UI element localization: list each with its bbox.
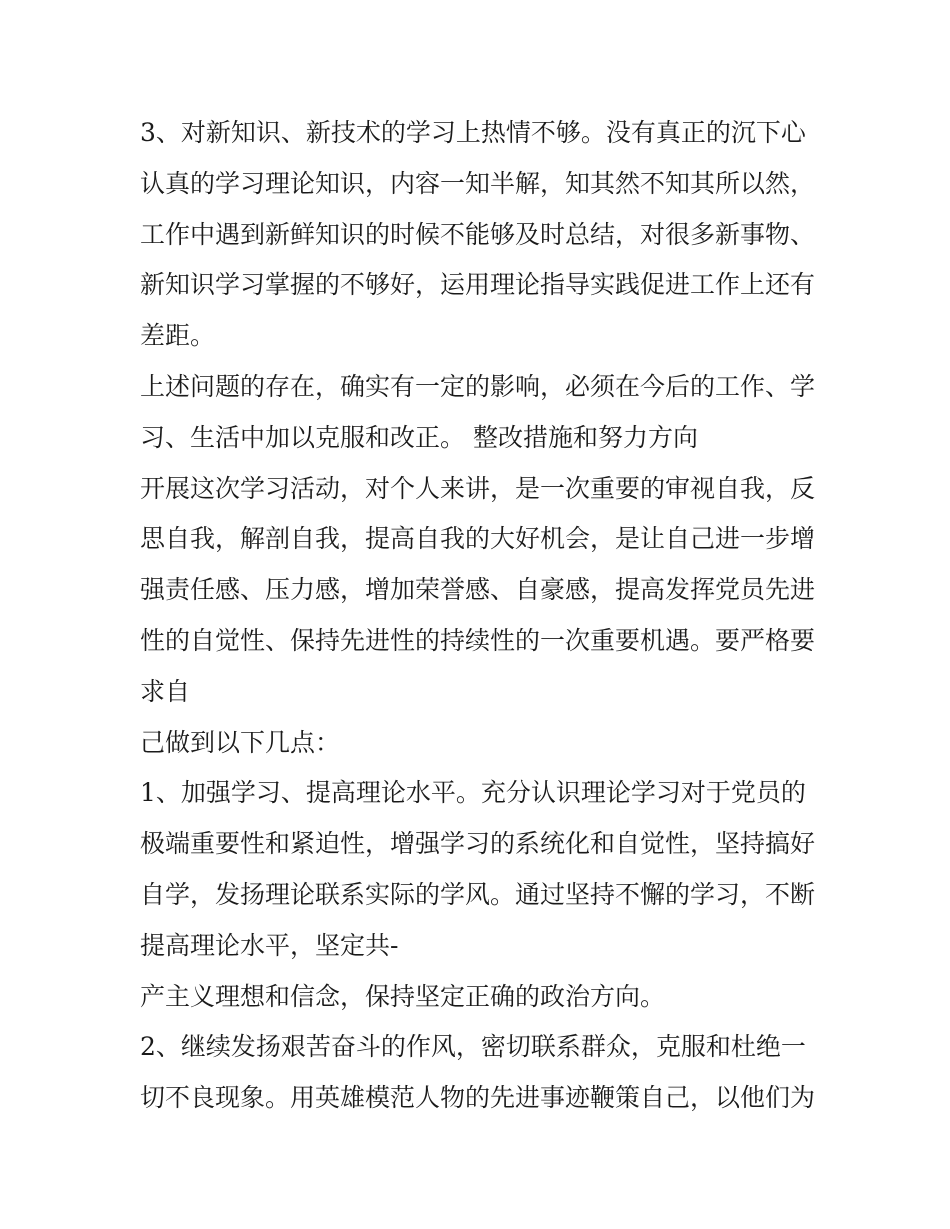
text-line-12: 求自 xyxy=(140,676,191,706)
text-line-11: 性的自觉性、保持先进性的持续性的一次重要机遇。要严格要 xyxy=(140,625,816,655)
text-line-10: 强责任感、压力感，增加荣誉感、自豪感，提高发挥党员先进 xyxy=(140,575,816,605)
text-line-6: 上述问题的存在，确实有一定的影响，必须在今后的工作、学 xyxy=(140,371,816,401)
document-body xyxy=(140,108,840,1124)
text-line-9: 思自我，解剖自我，提高自我的大好机会，是让自己进一步增 xyxy=(140,524,816,554)
text-line-18: 产主义理想和信念，保持坚定正确的政治方向。 xyxy=(140,981,666,1011)
text-line-2: 认真的学习理论知识，内容一知半解，知其然不知其所以然， xyxy=(140,168,816,198)
text-line-15: 极端重要性和紧迫性，增强学习的系统化和自觉性，坚持搞好 xyxy=(140,829,816,859)
text-line-13: 己做到以下几点： xyxy=(140,727,341,757)
text-line-20: 切不良现象。用英雄模范人物的先进事迹鞭策自己，以他们为 xyxy=(140,1083,816,1113)
text-line-4: 新知识学习掌握的不够好，运用理论指导实践促进工作上还有 xyxy=(140,270,816,300)
text-line-5: 差距。 xyxy=(140,321,216,351)
text-line-1: 3、对新知识、新技术的学习上热情不够。没有真正的沉下心 xyxy=(140,118,806,147)
text-line-17: 提高理论水平，坚定共- xyxy=(140,930,399,960)
text-line-8: 开展这次学习活动，对个人来讲，是一次重要的审视自我，反 xyxy=(140,473,816,503)
text-line-14: 1、加强学习、提高理论水平。充分认识理论学习对于党员的 xyxy=(140,778,806,808)
text-line-16: 自学，发扬理论联系实际的学风。通过坚持不懈的学习，不断 xyxy=(140,879,816,909)
text-line-19: 2、继续发扬艰苦奋斗的作风，密切联系群众，克服和杜绝一 xyxy=(140,1032,806,1062)
text-line-7: 习、生活中加以克服和改正。 整改措施和努力方向 xyxy=(140,422,698,452)
text-line-3: 工作中遇到新鲜知识的时候不能够及时总结，对很多新事物、 xyxy=(140,219,816,249)
